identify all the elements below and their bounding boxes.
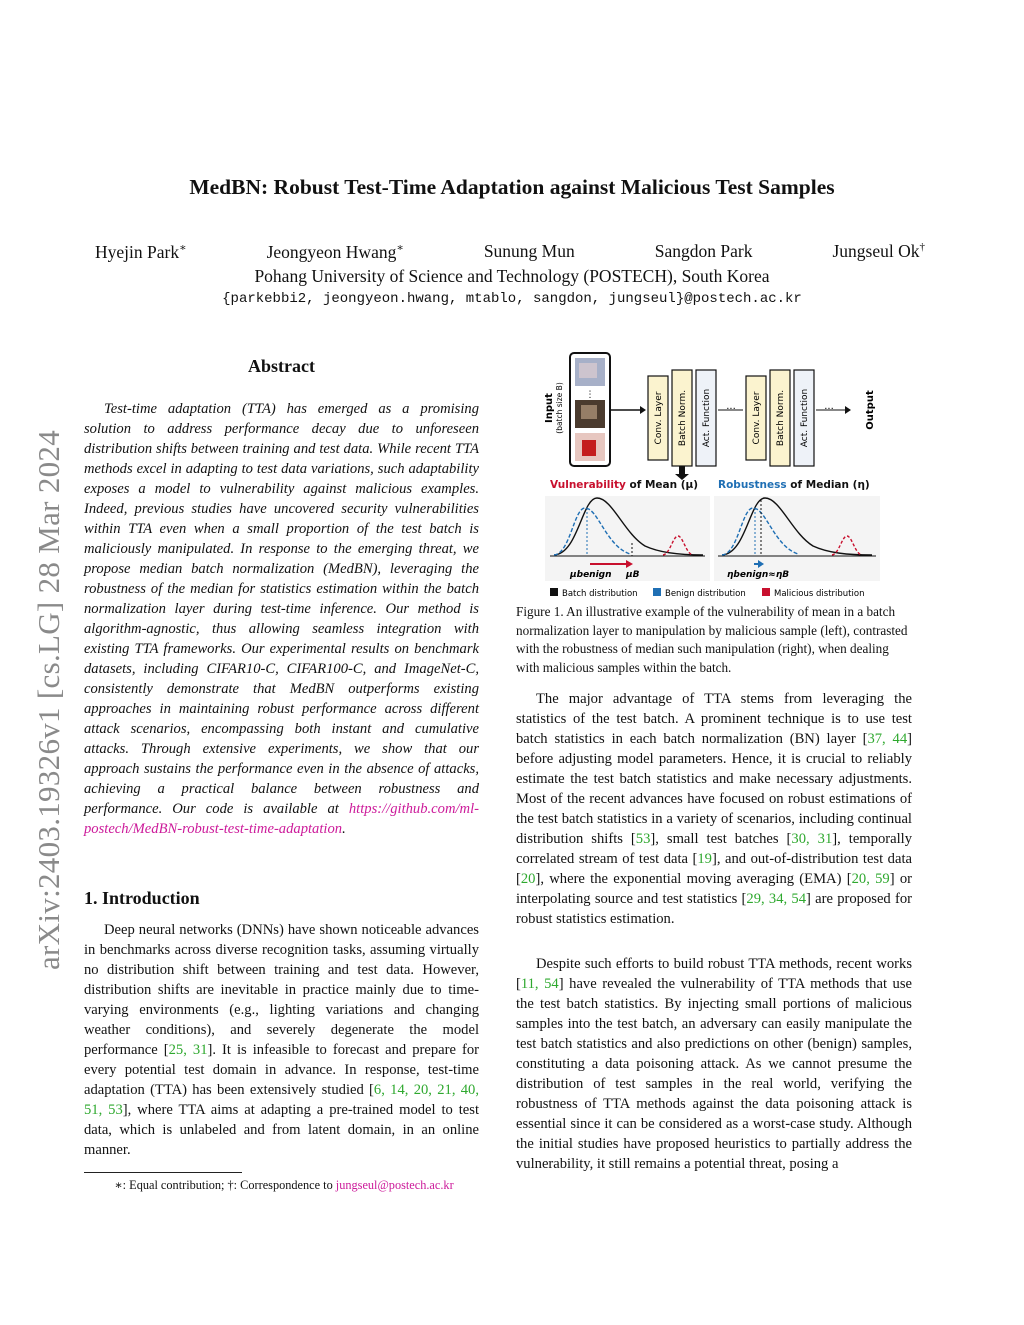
- input-label: Input: [544, 393, 555, 423]
- legend-malicious-swatch: [762, 588, 770, 596]
- figure-1: [540, 348, 885, 600]
- legend-malicious: Malicious distribution: [774, 589, 865, 599]
- section-heading-introduction: 1. Introduction: [84, 888, 200, 908]
- svg-text:···: ···: [726, 404, 736, 415]
- mean-panel: [545, 496, 710, 581]
- citation[interactable]: 30, 31: [791, 831, 833, 847]
- abstract-heading: Abstract: [248, 356, 315, 376]
- input-sublabel: (batch size B): [555, 382, 564, 434]
- legend-benign: Benign distribution: [665, 589, 746, 599]
- footnote-rule: [84, 1172, 242, 1173]
- legend-batch: Batch distribution: [562, 589, 638, 599]
- affiliation: Pohang University of Science and Technology (POSTECH), South Korea: [254, 266, 770, 286]
- body-paragraph: Despite such efforts to build robust TTA methods, recent works [11, 54] have revealed the vulnerability of TTA methods that use the test batch statistics. By injecting small portions of malicious samples into the test batch, an adversary can easily manipulate the test batch statistics and also predictions on other (benign) samples, constituting a data poisoning attack. As we cannot presume the distribution of test samples in the real world, verifying the robustness of TTA methods against the data poisoning attack is essential since it can be considered as a worst-case study. Although the initial studies have proposed heuristics to partially address the vulnerability, it still remains a potential threat, posing a: [516, 956, 913, 1172]
- figure-caption: Figure 1. An illustrative example of the vulnerability of mean in a batch normalization layer to manipulation by malicious sample (left), contrasted with the robustness of median such manipulation (right), when dealing with malicious samples within the batch.: [516, 604, 908, 675]
- author-emails: {parkebbi2, jeongyeon.hwang, mtablo, sangdon, jungseul}@postech.ac.kr: [222, 291, 802, 307]
- svg-text:μbenign: μbenign: [570, 570, 612, 580]
- svg-text:Conv. Layer: Conv. Layer: [654, 391, 664, 445]
- svg-text:Act. Function: Act. Function: [800, 388, 810, 448]
- output-label: Output: [865, 390, 876, 430]
- citation[interactable]: 29, 34, 54: [746, 891, 807, 907]
- author-list: [95, 241, 925, 263]
- legend-batch-swatch: [550, 588, 558, 596]
- citation[interactable]: 19: [697, 851, 712, 867]
- code-link[interactable]: https://github.com/ml-postech/MedBN-robust-test-time-adaptation: [84, 801, 479, 837]
- author: Jungseul Ok†: [832, 241, 925, 261]
- svg-text:Batch Norm.: Batch Norm.: [678, 389, 688, 447]
- legend-benign-swatch: [653, 588, 661, 596]
- svg-text:Batch Norm.: Batch Norm.: [776, 389, 786, 447]
- correspondence-email-link[interactable]: jungseul@postech.ac.kr: [335, 1178, 454, 1192]
- arxiv-stamp: [30, 350, 68, 970]
- citation[interactable]: 11, 54: [520, 976, 559, 992]
- svg-text:⋮: ⋮: [585, 390, 595, 400]
- svg-text:Conv. Layer: Conv. Layer: [752, 391, 762, 445]
- citation[interactable]: 20, 59: [851, 871, 890, 887]
- vulnerability-title: Vulnerability of Mean (μ): [550, 479, 699, 491]
- median-panel: [714, 496, 880, 581]
- citation[interactable]: 20: [520, 871, 536, 887]
- body-paragraph: The major advantage of TTA stems from leveraging the statistics of the test batch. A prominent technique is to use test batch statistics in each batch normalization (BN) layer [37, 44] before adjusting model parameters. Hence, it is crucial to reliably estimate the test batch statistics and make necessary adjustments. Most of the recent advances have focused on robust estimations of the test batch statistics in a variety of scenarios, including continual distribution shifts [53], small test batches [30, 31], temporally correlated stream of test data [19], and out-of-distribution test data [20], where the exponential moving averaging (EMA) [20, 59] or interpolating source and test statistics [29, 34, 54] are proposed for robust statistics estimation.: [516, 691, 913, 927]
- abstract-body: Test-time adaptation (TTA) has emerged as a promising solution to address performance decay due to unforeseen distribution shifts between training and test data. While recent TTA methods excel in adapting to test data variations, such adaptability exposes a model to vulnerability against malicious examples. Indeed, previous studies have uncovered security vulnerabilities within TTA even when a small proportion of the test batch is maliciously manipulated. In response to the emerging threat, we propose median batch normalization (MedBN), leveraging the robustness of the median for statistics estimation within the batch normalization layer during test-time inference. Our method is algorithm-agnostic, thus allowing seamless integration with existing TTA frameworks. Our experimental results on benchmark datasets, including CIFAR10-C, CIFAR100-C, and ImageNet-C, consistently demonstrate that MedBN outperforms existing approaches in maintaining robust performance across different attack scenarios, encompassing both instant and cumulative attacks. Through extensive experiments, we show that our approach sustains the performance even in the absence of attacks, achieving a practical balance between robustness and performance. Our code is available at https://github.com/ml-postech/MedBN-robust-test-time-adaptation.: [84, 401, 479, 837]
- author: Sunung Mun: [483, 241, 575, 261]
- author: Jeongyeon Hwang∗: [266, 241, 404, 262]
- robustness-title: Robustness of Median (η): [718, 479, 870, 491]
- intro-paragraph: Deep neural networks (DNNs) have shown noticeable advances in benchmarks across diverse recognition tasks, assuming virtually no distribution shift between training and test data. However, distribution shifts are inevitable in practice mainly due to time-varying environments (e.g., lighting variations and changing weather conditions), and severely degenerate the model performance [25, 31]. It is infeasible to forecast and prepare for every potential test domain in advance. In response, test-time adaptation (TTA) has been extensively studied [6, 14, 20, 21, 40, 51, 53], where TTA aims at adapting a pre-trained model to test data, which is unlabeled and from latent domain, in an online manner.: [84, 922, 480, 1158]
- citation[interactable]: 25, 31: [168, 1042, 208, 1058]
- arxiv-id: arXiv:2403.19326v1 [cs.LG] 28 Mar 2024: [31, 429, 66, 970]
- author: Hyejin Park∗: [95, 241, 187, 262]
- author: Sangdon Park: [654, 241, 753, 261]
- svg-text:···: ···: [824, 404, 834, 415]
- svg-text:μB: μB: [626, 570, 640, 580]
- svg-text:Act. Function: Act. Function: [702, 388, 712, 448]
- citation[interactable]: 53: [635, 831, 651, 847]
- svg-text:ηbenign≈ηB: ηbenign≈ηB: [727, 570, 790, 580]
- citation[interactable]: 37, 44: [867, 731, 908, 747]
- citation[interactable]: 6, 14, 20, 21, 40, 51, 53: [84, 1082, 479, 1118]
- paper-title: MedBN: Robust Test-Time Adaptation against Malicious Test Samples: [189, 175, 835, 199]
- footnote: ∗: Equal contribution; †: Correspondence to jungseul@postech.ac.kr: [114, 1178, 454, 1192]
